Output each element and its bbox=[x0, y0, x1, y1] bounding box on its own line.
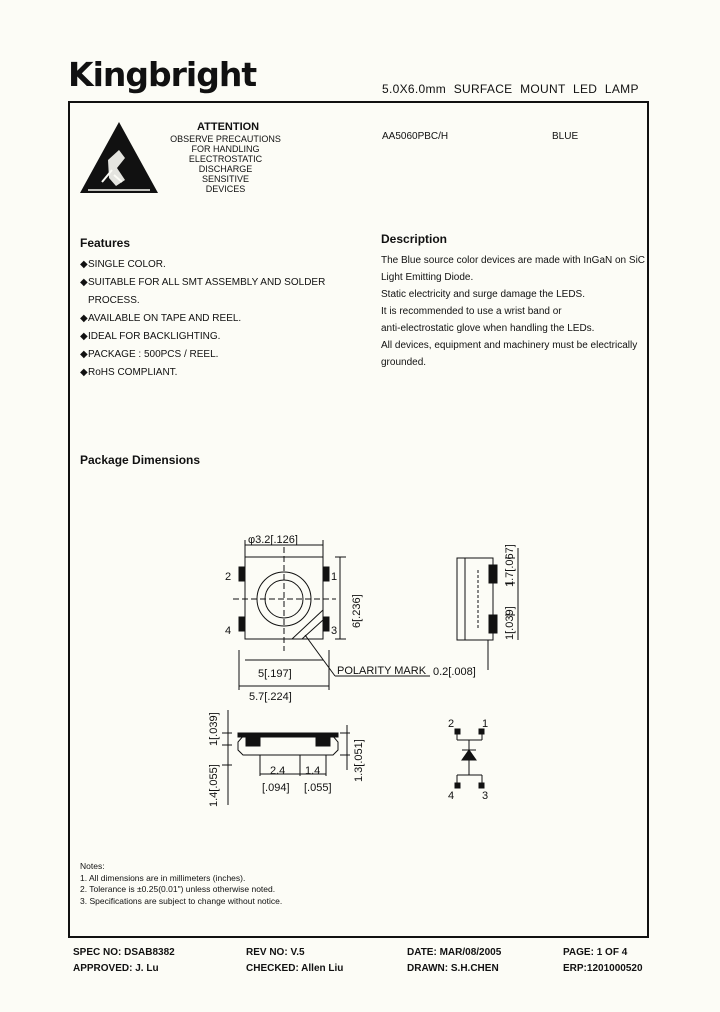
emitting-color: BLUE bbox=[552, 131, 579, 142]
pad-gap-label: 0.2[.008] bbox=[433, 666, 476, 678]
erp-number: ERP:1201000520 bbox=[563, 963, 643, 974]
note-item: 3. Specifications are subject to change without notice. bbox=[80, 895, 283, 906]
list-item: ◆IDEAL FOR BACKLIGHTING. bbox=[80, 331, 221, 342]
led-schematic bbox=[455, 729, 484, 788]
pad-pitch-label: 2.4 bbox=[270, 765, 286, 777]
document-title: 5.0X6.0mm SURFACE MOUNT LED LAMP bbox=[382, 82, 639, 96]
revision-number: REV NO: V.5 bbox=[246, 947, 305, 958]
spec-number: SPEC NO: DSAB8382 bbox=[73, 947, 175, 958]
pad bbox=[239, 617, 245, 631]
list-item: ◆RoHS COMPLIANT. bbox=[80, 367, 178, 378]
attention-line: FOR HANDLING bbox=[191, 144, 260, 154]
attention-line: DISCHARGE bbox=[198, 164, 253, 174]
polarity-mark-label: POLARITY MARK bbox=[337, 665, 427, 677]
schematic-pin-label: 2 bbox=[448, 718, 455, 730]
diameter-label: φ3.2[.126] bbox=[248, 534, 298, 546]
pin-label: 1 bbox=[331, 571, 338, 583]
pad bbox=[489, 565, 497, 583]
profile-left-bottom-label: 1.4[.055] bbox=[208, 764, 220, 807]
drawn-by: DRAWN: S.H.CHEN bbox=[407, 963, 499, 974]
pad bbox=[323, 567, 329, 581]
description-line: Static electricity and surge damage the LEDS. bbox=[381, 289, 585, 300]
esd-warning-icon bbox=[78, 120, 160, 195]
attention-line: SENSITIVE bbox=[201, 174, 249, 184]
description-line: grounded. bbox=[381, 357, 427, 368]
profile-left-top-label: 1[.039] bbox=[208, 712, 220, 746]
part-number: AA5060PBC/H bbox=[382, 131, 449, 142]
pin-label: 2 bbox=[225, 571, 232, 583]
list-item: ◆AVAILABLE ON TAPE AND REEL. bbox=[80, 313, 242, 324]
features-heading: Features bbox=[80, 236, 131, 250]
width-inner-label: 5[.197] bbox=[258, 668, 292, 680]
schematic-pin-label: 4 bbox=[448, 790, 455, 802]
attention-line: DEVICES bbox=[205, 184, 246, 194]
width-outer-label: 5.7[.224] bbox=[249, 691, 292, 703]
page-number: PAGE: 1 OF 4 bbox=[563, 947, 628, 958]
note-item: 1. All dimensions are in millimeters (inches). bbox=[80, 872, 246, 883]
pad-width-inch-label: [.055] bbox=[304, 782, 332, 794]
pad bbox=[323, 617, 329, 631]
pad bbox=[489, 615, 497, 633]
approved-by: APPROVED: J. Lu bbox=[73, 963, 159, 974]
side-bottom-label: 1[.039] bbox=[504, 606, 516, 640]
notes-heading: Notes: bbox=[80, 861, 105, 871]
side-view-body bbox=[457, 558, 493, 640]
list-item: ◆SINGLE COLOR. bbox=[80, 259, 166, 270]
schematic-pin-label: 1 bbox=[482, 718, 489, 730]
pad bbox=[239, 567, 245, 581]
attention-heading: ATTENTION bbox=[197, 121, 260, 133]
profile-right-label: 1.3[.051] bbox=[353, 739, 365, 782]
note-item: 2. Tolerance is ±0.25(0.01") unless otherwise noted. bbox=[80, 884, 276, 894]
list-item: PROCESS. bbox=[88, 295, 140, 306]
features-list bbox=[80, 256, 325, 382]
release-date: DATE: MAR/08/2005 bbox=[407, 947, 502, 958]
description-line: Light Emitting Diode. bbox=[381, 272, 474, 283]
pad-width-label: 1.4 bbox=[305, 765, 321, 777]
description-heading: Description bbox=[381, 232, 448, 246]
description-line: It is recommended to use a wrist band or bbox=[381, 306, 562, 317]
notes bbox=[80, 861, 282, 907]
pad-pitch-inch-label: [.094] bbox=[262, 782, 290, 794]
attention-text bbox=[168, 134, 283, 194]
list-item: ◆SUITABLE FOR ALL SMT ASSEMBLY AND SOLDER bbox=[80, 277, 326, 288]
attention-line: ELECTROSTATIC bbox=[188, 154, 263, 164]
description-line: All devices, equipment and machinery must be electrically bbox=[381, 340, 638, 351]
package-dimensions-heading: Package Dimensions bbox=[80, 453, 201, 467]
description-text bbox=[381, 252, 646, 371]
pin-label: 4 bbox=[225, 625, 232, 637]
height-label: 6[.236] bbox=[351, 594, 363, 628]
package-dimensions-drawing bbox=[195, 520, 535, 815]
side-top-label: 1.7[.067] bbox=[504, 544, 516, 587]
pin-label: 3 bbox=[331, 625, 338, 637]
kingbright-logo: Kingbright bbox=[68, 55, 257, 94]
checked-by: CHECKED: Allen Liu bbox=[246, 963, 344, 974]
description-line: anti-electrostatic glove when handling the LEDs. bbox=[381, 323, 595, 334]
attention-line: OBSERVE PRECAUTIONS bbox=[170, 134, 281, 144]
list-item: ◆PACKAGE : 500PCS / REEL. bbox=[80, 349, 219, 360]
description-line: The Blue source color devices are made with InGaN on SiC bbox=[381, 255, 646, 266]
schematic-pin-label: 3 bbox=[482, 790, 489, 802]
